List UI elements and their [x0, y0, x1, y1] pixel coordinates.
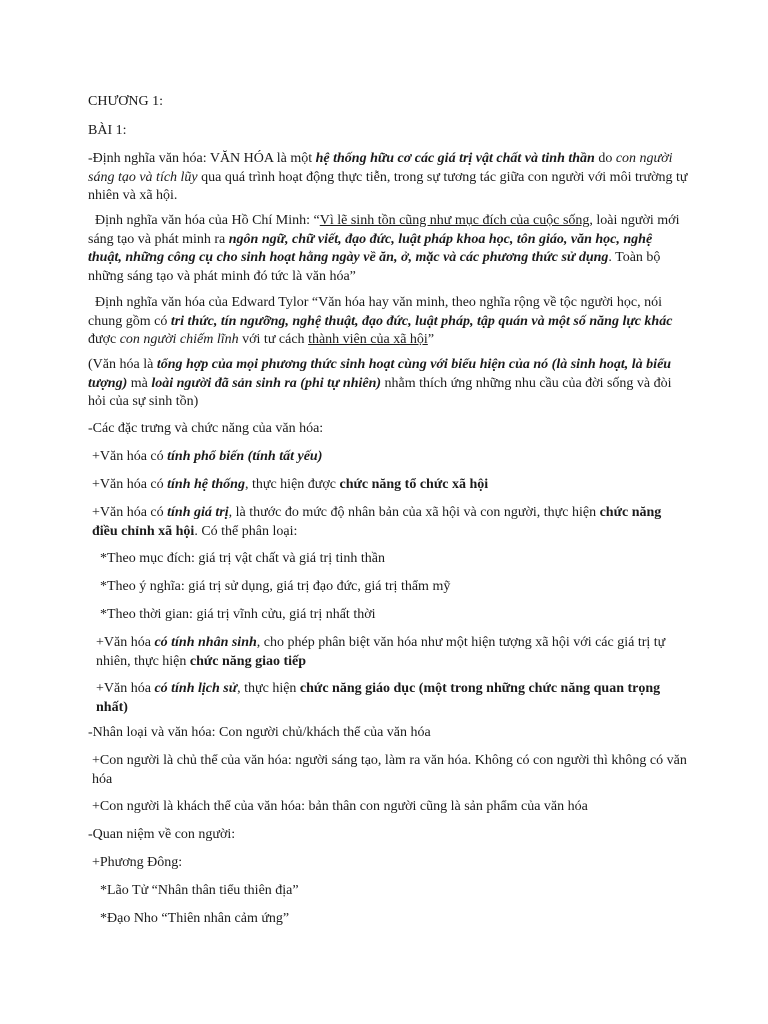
human-as-object: +Con người là khách thể của văn hóa: bản thân con người cũng là sản phẩm của văn hóa [92, 799, 588, 814]
ho-chi-minh-definition-paragraph: Định nghĩa văn hóa của Hồ Chí Minh: “Vì lẽ sinh tồn cũng như mục đích của cuộc sống, loài người mới sáng tạo và phát minh ra ngôn ngữ, chữ viết, đạo đức, luật pháp khoa học, tôn giáo, văn học, nghệ thuật, những công cụ cho sinh hoạt hằng ngày về ăn, ở, mặc và các phương thức sử dụng. Toàn bộ những sáng tạo và phát minh đó tức là văn hóa” [88, 213, 680, 284]
humanity-and-culture-heading: -Nhân loại và văn hóa: Con người chủ/khách thể của văn hóa [88, 725, 431, 740]
characteristic-humanity: +Văn hóa có tính nhân sinh, cho phép phân biệt văn hóa như một hiện tượng xã hội với các giá trị tự nhiên, thực hiện chức năng giao tiếp [96, 635, 666, 669]
lesson-heading: BÀI 1: [88, 123, 127, 138]
human-concept-heading: -Quan niệm về con người: [88, 827, 236, 842]
eastern-view-heading: +Phương Đông: [92, 855, 183, 870]
culture-summary-paragraph: (Văn hóa là tổng hợp của mọi phương thức sinh hoạt cùng với biểu hiện của nó (là sinh hoạt, là biểu tượng) mà loài người đã sản sinh ra (phi tự nhiên) nhằm thích ứng những nhu cầu của đời sống và đòi hỏi của sự sinh tồn) [88, 357, 672, 409]
culture-definition-paragraph: -Định nghĩa văn hóa: VĂN HÓA là một hệ thống hữu cơ các giá trị vật chất và tinh thần do con người sáng tạo và tích lũy qua quá trình hoạt động thực tiễn, trong sự tương tác giữa con người với môi trường tự nhiên và xã hội. [88, 151, 688, 203]
value-by-purpose: *Theo mục đích: giá trị vật chất và giá trị tinh thần [100, 551, 385, 566]
characteristic-universality: +Văn hóa có tính phổ biến (tính tất yếu) [92, 449, 323, 464]
confucian-quote: *Đạo Nho “Thiên nhân cảm ứng” [100, 911, 290, 926]
edward-tylor-definition-paragraph: Định nghĩa văn hóa của Edward Tylor “Văn hóa hay văn minh, theo nghĩa rộng về tộc người học, nói chung gồm có tri thức, tín ngưỡng, nghệ thuật, đạo đức, luật pháp, tập quán và một số năng lực khác được con người chiếm lĩnh với tư cách thành viên của xã hội” [88, 295, 673, 347]
characteristic-value: +Văn hóa có tính giá trị, là thước đo mức độ nhân bản của xã hội và con người, thực hiện chức năng điều chỉnh xã hội. Có thể phân loại: [92, 505, 662, 539]
characteristic-history: +Văn hóa có tính lịch sử, thực hiện chức năng giáo dục (một trong những chức năng quan trọng nhất) [96, 681, 661, 715]
characteristics-heading: -Các đặc trưng và chức năng của văn hóa: [88, 421, 324, 436]
lao-tzu-quote: *Lão Tử “Nhân thân tiểu thiên địa” [100, 883, 299, 898]
chapter-heading: CHƯƠNG 1: [88, 94, 164, 109]
characteristic-systematic: +Văn hóa có tính hệ thống, thực hiện được chức năng tổ chức xã hội [92, 477, 489, 492]
value-by-meaning: *Theo ý nghĩa: giá trị sử dụng, giá trị đạo đức, giá trị thẩm mỹ [100, 579, 451, 594]
human-as-subject: +Con người là chủ thể của văn hóa: người sáng tạo, làm ra văn hóa. Không có con người thì không có văn hóa [92, 753, 687, 787]
value-by-time: *Theo thời gian: giá trị vĩnh cửu, giá trị nhất thời [100, 607, 376, 622]
